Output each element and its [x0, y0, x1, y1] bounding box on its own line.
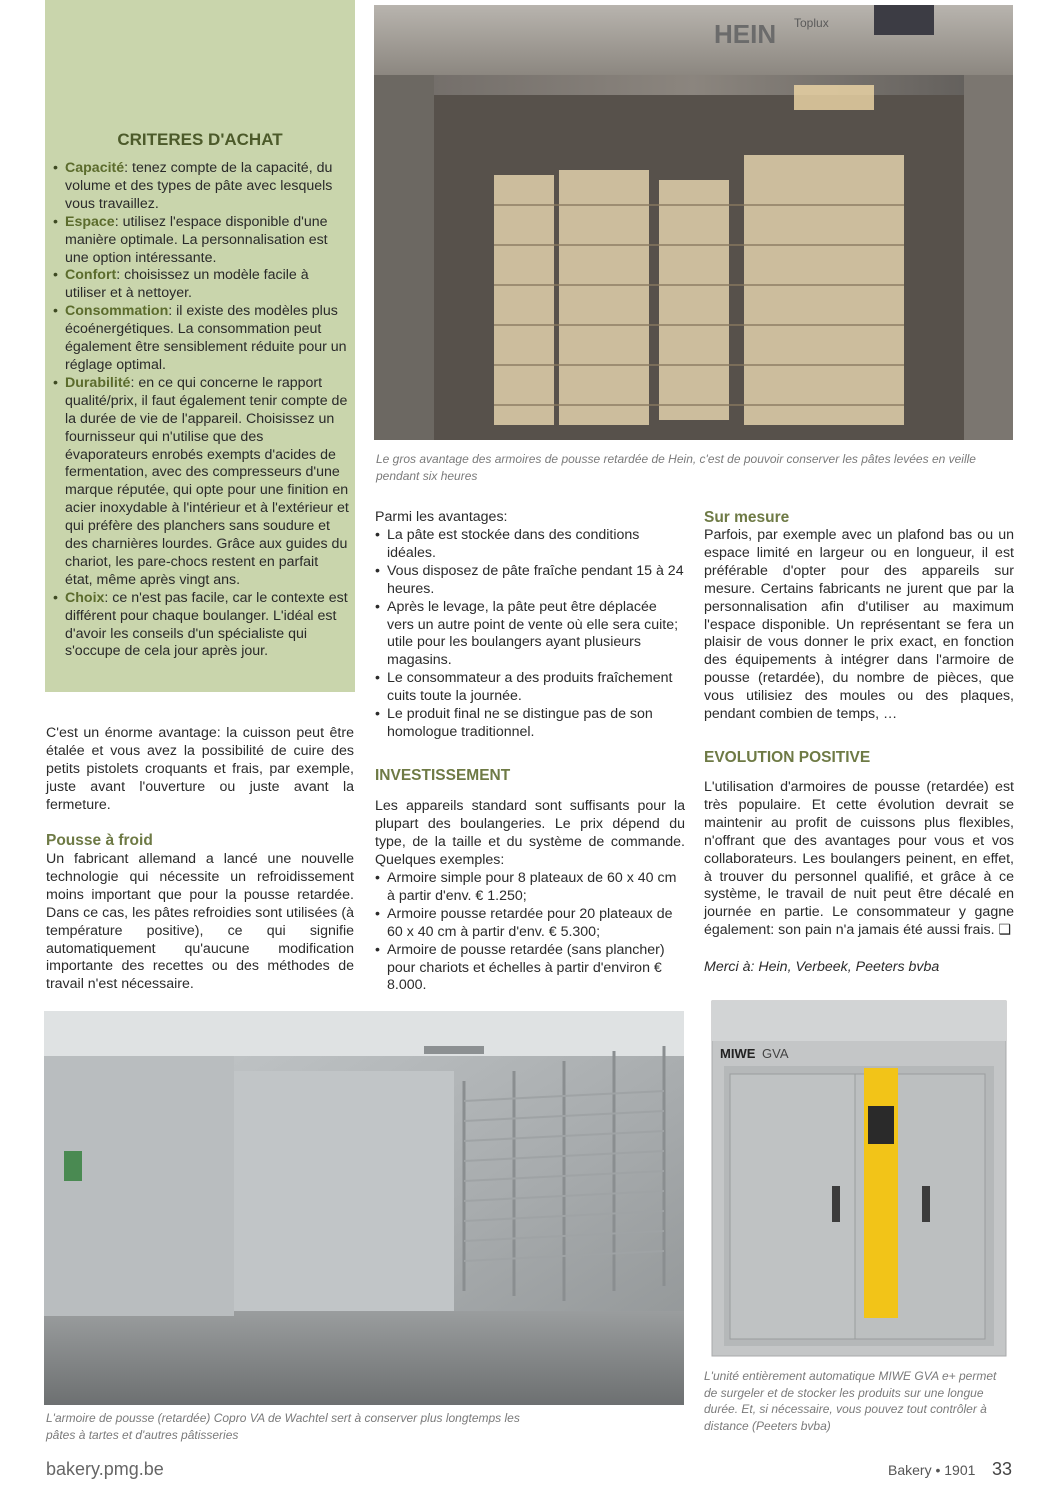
bullet-icon: •	[375, 905, 380, 922]
col2-intro: Parmi les avantages:	[375, 509, 508, 525]
criteria-text: : choisissez un modèle facile à utiliser et à nettoyer.	[65, 267, 309, 302]
criteria-term: Consommation	[65, 303, 169, 320]
advantage-item-text: Le consommateur a des produits fraîchement cuits toute la journée.	[387, 670, 673, 705]
advantage-item	[375, 706, 685, 742]
page-number: 33	[992, 1459, 1013, 1479]
price-examples-list	[375, 870, 685, 995]
criteria-term: Choix	[65, 589, 105, 606]
criteria-term: Capacité	[65, 160, 125, 176]
criteria-text: : il existe des modèles plus écoénergétiques. La consommation peut également être sensiblement réduite pour un réglage optimal.	[65, 303, 347, 373]
col1-intro: C'est un énorme avantage: la cuisson peut être étalée et vous avez la possibilité de cuire des petits pistolets croquants et frais, par exemple, juste avant l'ouverture ou juste avant la fermeture.	[46, 725, 354, 813]
miwe-photo-illustration	[704, 996, 1014, 1366]
advantage-item	[375, 670, 685, 706]
box-title: CRITERES D'ACHAT	[117, 130, 283, 149]
criteria-item	[53, 267, 349, 303]
advantage-item	[375, 563, 685, 599]
bullet-icon: •	[375, 527, 380, 543]
criteria-term: Espace	[65, 213, 115, 230]
top-photo-caption: Le gros avantage des armoires de pousse retardée de Hein, c'est de pouvoir conserver les pâtes levées en veille pendant six heures	[376, 452, 976, 483]
criteria-item	[53, 590, 349, 662]
col3-body1: Parfois, par exemple avec un plafond bas ou un espace limité en largeur ou en longueur, il est préférable d'opter pour des appareils sur mesure. Certains fabricants ne jurent que par la personnalisation afin d'utiliser au maximum l'espace disponible. Un représentant se fera un plaisir de vous donner le prix exact, en fonction des équipements à intégrer dans l'armoire de pousse (retardée), du nombre de pièces, que vous utilisiez des moules ou des plaques, pendant combien de temps, …	[704, 527, 1014, 723]
price-example-item	[375, 942, 685, 996]
hein-proofing-cabinet-photo	[374, 5, 1013, 440]
criteria-item	[53, 160, 349, 214]
price-example-item	[375, 906, 685, 942]
bullet-icon: •	[53, 160, 58, 176]
advantage-item-text: La pâte est stockée dans des conditions idéales.	[387, 527, 640, 561]
bullet-icon: •	[53, 374, 58, 391]
advantage-item	[375, 599, 685, 671]
bullet-icon: •	[53, 303, 58, 320]
footer-website-link[interactable]: bakery.pmg.be	[46, 1459, 164, 1479]
price-example-item-text: Armoire simple pour 8 plateaux de 60 x 40 cm à partir d'env. € 1.250;	[387, 870, 677, 904]
criteria-term: Confort	[65, 267, 117, 284]
criteria-text: : utilisez l'espace disponible d'une manière optimale. La personnalisation est une option intéressante.	[65, 213, 328, 266]
advantage-item-text: Après le levage, la pâte peut être déplacée vers un autre point de vente où elle sera cuite; utile pour les boulangers ayant plusieurs magasins.	[387, 598, 679, 669]
bullet-icon: •	[375, 870, 380, 886]
criteria-text: : en ce qui concerne le rapport qualité/prix, il faut également tenir compte de la durée de vie de l'appareil. Choisissez un fournisseur qui n'utilise que des évaporateurs enrobés exempts d'acides de fermentation, avec des compresseurs d'une marque réputée, qui opte pour une finition en acier inoxydable à l'intérieur et à l'extérieur et qui préfère des planchers sans soudure et des charnières lourdes. Grâce aux guides du chariot, les pare-chocs restent en parfait état, même après vingt ans.	[65, 374, 349, 588]
thanks-line: Merci à: Hein, Verbeek, Peeters bvba	[704, 959, 940, 975]
hein-logo-text: HEIN	[714, 19, 777, 49]
col3-body2: L'utilisation d'armoires de pousse (retardée) est très populaire. Et cette évolution devrait se maintenir au profit de cuissons plus flexibles, n'offrant que des avantages pour vous et vos collaborateurs. Les boulangers peinent, en effet, à trouver du personnel qualifié, et grâce à ce système, le travail de nuit peut être décalé en journée en partie. Le consommateur y gagne également: son pain n'a jamais été aussi frais. ❑	[704, 779, 1014, 939]
hein-model-text: Toplux	[794, 16, 829, 30]
criteria-text: : ce n'est pas facile, car le contexte est différent pour chaque boulanger. L'idéal est d'avoir les conseils d'un spécialiste qui s'occupe de cela jour après jour.	[65, 589, 348, 660]
bullet-icon: •	[375, 598, 380, 615]
bullet-icon: •	[375, 670, 380, 687]
col2-body: Les appareils standard sont suffisants pour la plupart des boulangeries. Le prix dépend du type, de la taille et du système de commande. Quelques exemples:	[375, 798, 685, 868]
investissement-heading: INVESTISSEMENT	[375, 767, 511, 784]
bottom-left-caption: L'armoire de pousse (retardée) Copro VA de Wachtel sert à conserver plus longtemps les pâtes à tartes et d'autres pâtisseries	[46, 1411, 520, 1442]
criteria-text: : tenez compte de la capacité, du volume et des types de pâte avec lesquels vous travaillez.	[65, 160, 333, 212]
buying-criteria-box	[45, 0, 355, 692]
bullet-icon: •	[53, 267, 58, 284]
bullet-icon: •	[375, 941, 380, 958]
criteria-item	[53, 303, 349, 375]
miwe-model-text: GVA	[762, 1046, 789, 1061]
wachtel-cabinet-photo	[44, 1011, 684, 1405]
criteria-item	[53, 375, 349, 590]
hein-photo-illustration	[374, 5, 1013, 440]
criteria-item	[53, 214, 349, 268]
bullet-icon: •	[375, 562, 380, 579]
footer-issue: Bakery • 1901	[888, 1462, 976, 1478]
advantage-item-text: Vous disposez de pâte fraîche pendant 15 à 24 heures.	[387, 562, 684, 597]
criteria-term: Durabilité	[65, 374, 131, 391]
advantage-item	[375, 527, 685, 563]
bullet-icon: •	[375, 706, 380, 723]
wachtel-photo-illustration	[44, 1011, 684, 1405]
miwe-logo-text: MIWE	[720, 1046, 756, 1061]
col1-body: Un fabricant allemand a lancé une nouvelle technologie qui nécessite un refroidissement moins important que pour la pousse retardée. Dans ce cas, les pâtes refroidies sont utilisées (à température positive), ce qui signifie automatiquement qu'aucune modification importante des recettes ou des méthodes de travail n'est nécessaire.	[46, 851, 354, 993]
price-example-item	[375, 870, 685, 906]
miwe-gva-photo	[704, 996, 1014, 1366]
bullet-icon: •	[53, 213, 58, 230]
bottom-right-caption: L'unité entièrement automatique MIWE GVA e+ permet de surgeler et de stocker les produits sur une longue durée. Et, si nécessaire, vous pouvez tout contrôler à distance (Peeters bvba)	[704, 1369, 997, 1433]
price-example-item-text: Armoire pousse retardée pour 20 plateaux de 60 x 40 cm à partir d'env. € 5.300;	[387, 905, 673, 940]
sur-mesure-heading: Sur mesure	[704, 509, 790, 526]
bullet-icon: •	[53, 589, 58, 606]
evolution-positive-heading: EVOLUTION POSITIVE	[704, 749, 871, 766]
price-example-item-text: Armoire de pousse retardée (sans plancher) pour chariots et échelles à partir d'environ € 8.000.	[387, 941, 665, 994]
advantage-item-text: Le produit final ne se distingue pas de son homologue traditionnel.	[387, 706, 653, 740]
pousse-a-froid-heading: Pousse à froid	[46, 832, 153, 849]
criteria-list	[53, 160, 349, 661]
advantages-list	[375, 527, 685, 742]
